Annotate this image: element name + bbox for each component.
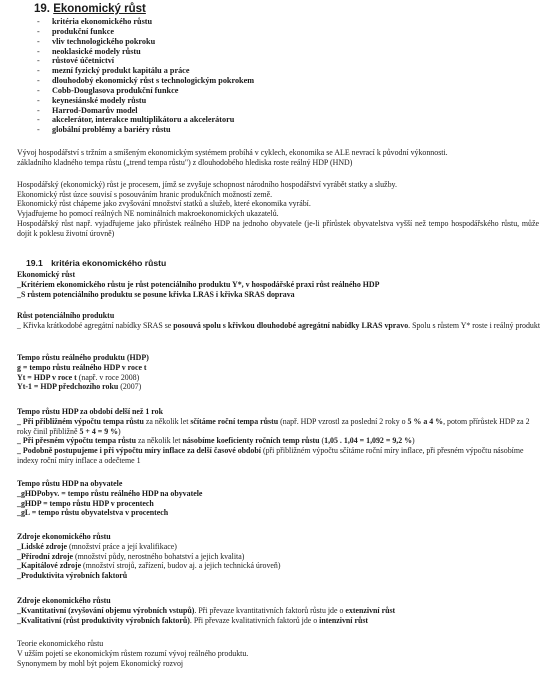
block-heading: Růst potenciálního produktu	[17, 311, 115, 320]
page-title	[34, 3, 146, 15]
theory-line: V užším pojetí se ekonomickým růstem rozumí vývoj reálného produktu.	[17, 648, 249, 658]
topic-item: - Harrod-Domarův model	[37, 106, 254, 116]
source-type-line: _Kvalitativní (růst produktivity výrobních faktorů). Při převaze kvalitativních faktorů jde o intenzivní růst	[17, 615, 369, 625]
block-heading: Zdroje ekonomického růstu	[17, 596, 111, 605]
criteria-block	[17, 270, 542, 299]
section-heading	[26, 258, 166, 268]
inflation-rule: _ Podobně postupujeme i při výpočtu míry inflace za delší časové období (při přibližném výpočtu sčítáme roční míry inflace, při přesném výpočtu násobíme indexy roční míry inflace a odečteme 1	[17, 446, 524, 465]
block-heading: Zdroje ekonomického růstu	[17, 532, 111, 541]
block-heading: Ekonomický růst	[17, 270, 76, 279]
definition-paragraph	[17, 180, 539, 238]
theory-line: Synonymem by mohl být pojem Ekonomický rozvoj	[17, 658, 184, 668]
per-capita-block	[17, 479, 542, 518]
intro-line: základního kladného tempa růstu („trend tempa růstu") z dlouhodobého hlediska roste reálný HDP (HND)	[17, 157, 353, 167]
section-title: kritéria ekonomického růstu	[51, 258, 167, 268]
criteria-line: _Kritériem ekonomického růstu je růst potenciálního produktu Y*, v hospodářské praxi růst reálného HDP	[17, 279, 380, 289]
definition-line: Ekonomický růst chápeme jako zvyšování množství statků a služeb, které ekonomika vyrábí.	[17, 199, 311, 209]
topic-item: - Cobb-Douglasova produkční funkce	[37, 86, 254, 96]
exact-rule: _ Při přesném výpočtu tempa růstu za několik let násobíme koeficienty ročních temp růstu (1,05 . 1,04 = 1,092 = 9,2 %)	[17, 436, 415, 446]
topic-item: - neoklasické modely růstu	[37, 47, 254, 57]
criteria-line: _S růstem potenciálního produktu se posune křivka LRAS i křivka SRAS doprava	[17, 289, 295, 299]
topic-item: - mezní fyzický produkt kapitálu a práce	[37, 66, 254, 76]
sources-type-block	[17, 596, 542, 625]
multi-year-block	[17, 407, 542, 466]
source-item: _Kapitálové zdroje (množství strojů, zařízení, budov aj. a jejich technická úroveň)	[17, 561, 281, 571]
block-heading: Tempo růstu HDP na obyvatele	[17, 479, 123, 488]
theory-line: Teorie ekonomického růstu	[17, 639, 104, 648]
source-item: _Lidské zdroje (množství práce a její kvalifikace)	[17, 541, 177, 551]
topic-item: - růstové účetnictví	[37, 56, 254, 66]
source-type-line: _Kvantitativní (zvyšování objemu výrobních vstupů). Při převaze kvantitativních faktorů růstu jde o extenzivní růst	[17, 605, 396, 615]
potential-text: _ Křivka krátkodobé agregátní nabídky SRAS se posouvá spolu s křivkou dlouhodobé agregátní nabídky LRAS vpravo. Spolu s růstem Y* roste i reálný produkt	[17, 320, 541, 330]
source-item: _Produktivita výrobních faktorů	[17, 571, 128, 580]
growth-rate-block	[17, 353, 542, 392]
approx-rule: _ Při přibližném výpočtu tempa růstu za několik let sčítáme roční tempa růstu (např. HDP vzrostl za poslední 2 roky o 5 % a 4 %, potom přírůstek HDP za 2 roky činil přibližně 5 + 4 = 9 %)	[17, 416, 530, 436]
definition-line: Hospodářský růst např. vyjadřujeme jako přírůstek reálného HDP na jednoho obyvatele (je-li přírůstek obyvatelstva vyšší než tempo hospodářského růstu, může dojít k poklesu životní úrovně)	[17, 218, 539, 238]
chapter-title: Ekonomický růst	[53, 3, 146, 15]
definition-line: Vyjadřujeme ho pomocí reálných NE nominálních makroekonomických ukazatelů.	[17, 209, 279, 219]
chapter-number: 19.	[34, 3, 50, 15]
source-item: _Přírodní zdroje (množství půdy, nerostného bohatství a jejich kvalita)	[17, 551, 245, 561]
topic-item: - kritéria ekonomického růstu	[37, 17, 254, 27]
formula-line: _gL = tempo růstu obyvatelstva v procentech	[17, 508, 169, 518]
formula-line: Yt-1 = HDP předchozího roku (2007)	[17, 382, 142, 392]
block-heading: Tempo růstu HDP za období delší než 1 rok	[17, 407, 163, 416]
topic-item: - produkční funkce	[37, 27, 254, 37]
formula-line: Yt = HDP v roce t (např. v roce 2008)	[17, 372, 140, 382]
definition-line: Hospodářský (ekonomický) růst je procesem, jímž se zvyšuje schopnost národního hospodářství vyrábět statky a služby.	[17, 180, 397, 189]
intro-line: Vývoj hospodářství s tržním a smíšeným ekonomickým systémem probíhá v cyklech, ekonomika se ALE nevrací k původní výkonnosti.	[17, 148, 448, 157]
definition-line: Ekonomický růst úzce souvisí s posouváním hranic produkčních možností země.	[17, 189, 273, 199]
section-number: 19.1	[26, 258, 43, 268]
topic-item: - globální problémy a bariéry růstu	[37, 125, 254, 135]
sources-block	[17, 532, 542, 581]
potential-product-block	[17, 311, 542, 331]
formula-line: _gHDPobyv. = tempo růstu reálného HDP na obyvatele	[17, 488, 203, 498]
topic-item: - akcelerátor, interakce multiplikátoru a akcelerátoru	[37, 115, 254, 125]
topic-item: - vliv technologického pokroku	[37, 37, 254, 47]
theory-block	[17, 639, 542, 668]
intro-paragraph	[17, 148, 539, 167]
topic-item: - dlouhodobý ekonomický růst s technologickým pokrokem	[37, 76, 254, 86]
formula-line: _gHDP = tempo růstu HDP v procentech	[17, 498, 154, 508]
block-heading: Tempo růstu reálného produktu (HDP)	[17, 353, 149, 362]
topic-item: - keynesiánské modely růstu	[37, 96, 254, 106]
topic-list	[37, 17, 254, 135]
formula-line: g = tempo růstu reálného HDP v roce t	[17, 362, 147, 372]
